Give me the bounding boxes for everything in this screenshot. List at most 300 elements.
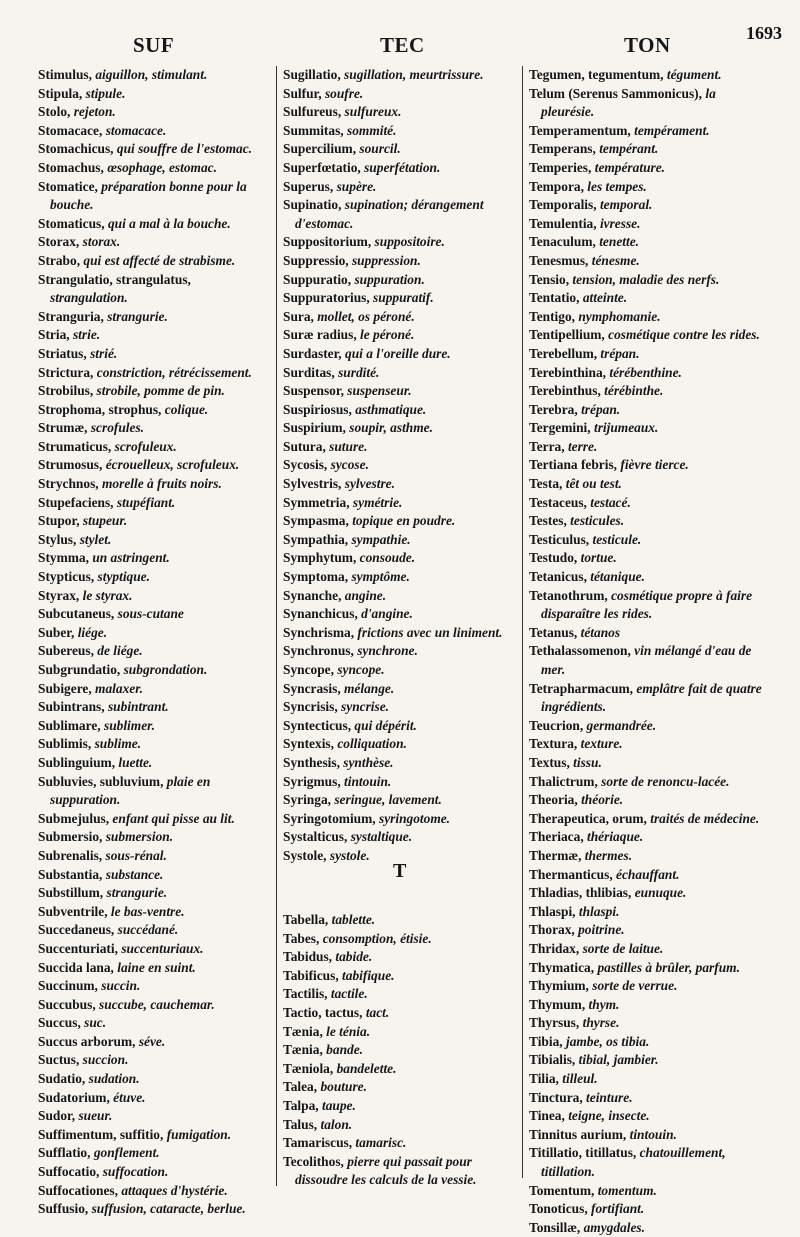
entry-term: Tinnitus aurium, [529, 1126, 630, 1142]
entry-definition: suppuration. [354, 271, 425, 287]
entry-definition: vin mélangé d'eau de mer. [541, 643, 752, 677]
entry-definition: testicule. [592, 531, 642, 547]
entry-definition: tétanos [580, 624, 621, 640]
entry-definition: sublimer. [103, 717, 155, 733]
entry-term: Talpa, [283, 1097, 322, 1113]
entry-definition: théorie. [581, 792, 624, 808]
entry-term: Tetanicus, [529, 569, 591, 585]
entry-definition: tact. [365, 1004, 390, 1020]
entry-term: Subgrundatio, [38, 662, 124, 677]
entry-definition: atteinte. [582, 290, 628, 306]
entry-term: Styrax, [38, 587, 83, 603]
dictionary-entry [283, 364, 520, 383]
entry-term: Thridax, [529, 940, 583, 956]
entry-definition: tomentum. [597, 1182, 657, 1198]
dictionary-entry [38, 326, 270, 345]
entry-term: Tempora, [529, 178, 588, 194]
entry-term: Submersio, [38, 829, 106, 845]
entry-term: Temporalis, [529, 197, 600, 213]
entry-term: Strumaticus, [38, 438, 115, 454]
entry-term: Terebinthus, [529, 383, 605, 399]
entry-definition: sorte de renoncu-lacée. [601, 773, 730, 789]
entry-term: Submejulus, [38, 810, 113, 826]
entry-definition: suture. [329, 438, 368, 454]
dictionary-entry [38, 1126, 270, 1145]
entry-term: Tentatio, [529, 290, 583, 306]
entry-definition: malaxer. [95, 680, 144, 696]
entry-term: Tæniola, [283, 1060, 337, 1076]
dictionary-entry [38, 977, 270, 996]
dictionary-entry [283, 289, 520, 308]
entry-definition: bouture. [320, 1079, 367, 1095]
entry-term: Strychnos, [38, 476, 102, 492]
entry-definition: synthèse. [343, 754, 394, 770]
entry-definition: tortue. [580, 550, 617, 566]
entry-definition: sous-cutane [117, 606, 184, 622]
entry-term: Suppuratorius, [283, 290, 374, 306]
dictionary-entry [38, 1033, 270, 1052]
entry-definition: styptique. [97, 569, 150, 585]
dictionary-entry [38, 1107, 270, 1126]
entry-term: Thermanticus, [529, 866, 617, 882]
dictionary-entry [529, 66, 769, 85]
entry-term: Stypticus, [38, 569, 98, 585]
entry-term: Suffimentum, suffitio, [38, 1126, 167, 1142]
entry-definition: échauffant. [616, 866, 680, 882]
entry-term: Syncrisis, [283, 699, 342, 715]
dictionary-entry [38, 512, 270, 531]
entry-term: Syncope, [283, 662, 338, 677]
entry-term: Temperies, [529, 159, 595, 175]
dictionary-entry [283, 985, 520, 1004]
entry-definition: substance. [105, 866, 164, 882]
entry-term: Testes, [529, 513, 571, 529]
dictionary-entry [529, 568, 769, 587]
dictionary-entry [283, 178, 520, 197]
dictionary-entry [283, 252, 520, 271]
dictionary-entry [38, 884, 270, 903]
dictionary-entry [38, 122, 270, 141]
dictionary-entry [38, 940, 270, 959]
dictionary-entry [38, 103, 270, 122]
dictionary-entry [529, 1014, 769, 1033]
entry-term: Talea, [283, 1079, 321, 1095]
entry-term: Surditas, [283, 364, 339, 380]
dictionary-entry [529, 1033, 769, 1052]
entry-definition: suppression. [351, 252, 421, 268]
entry-term: Suspirium, [283, 420, 350, 436]
entry-definition: strangurie. [107, 308, 168, 324]
entry-term: Tegumen, tegumentum, [529, 67, 667, 82]
dictionary-entry [283, 159, 520, 178]
entry-term: Subcutaneus, [38, 606, 118, 622]
entry-term: Suber, [38, 624, 78, 640]
dictionary-entry [529, 382, 769, 401]
entry-term: Tetrapharmacum, [529, 680, 637, 696]
entry-term: Tactio, tactus, [283, 1004, 366, 1020]
dictionary-entry [283, 642, 520, 661]
dictionary-entry [283, 624, 520, 643]
entry-definition: tétanique. [590, 569, 645, 585]
entry-definition: tégument. [666, 67, 722, 82]
dictionary-entry [529, 438, 769, 457]
dictionary-entry [283, 680, 520, 699]
entry-term: Subigere, [38, 680, 96, 696]
entry-term: Thalictrum, [529, 773, 602, 789]
entry-definition: luette. [118, 754, 153, 770]
dictionary-entry [529, 810, 769, 829]
dictionary-entry [38, 531, 270, 550]
dictionary-entry [283, 568, 520, 587]
entry-definition: subintrant. [107, 699, 169, 715]
dictionary-entry [529, 289, 769, 308]
entry-term: Sudatorium, [38, 1089, 114, 1105]
dictionary-entry [38, 698, 270, 717]
entry-term: Syrigmus, [283, 773, 345, 789]
entry-definition: strié. [90, 345, 118, 361]
dictionary-entry [38, 680, 270, 699]
entry-definition: bande. [326, 1042, 363, 1058]
entry-term: Sugillatio, [283, 67, 345, 82]
column-right [529, 66, 769, 1237]
entry-term: Thlaspi, [529, 903, 579, 919]
entry-term: Surdaster, [283, 345, 346, 361]
entry-definition: le styrax. [82, 587, 133, 603]
entry-definition: tenette. [599, 234, 639, 250]
entry-term: Substillum, [38, 885, 107, 901]
dictionary-entry [283, 1097, 520, 1116]
entry-definition: constriction, rétrécissement. [96, 364, 252, 380]
entry-term: Sura, [283, 308, 318, 324]
dictionary-entry [529, 1126, 769, 1145]
dictionary-entry [283, 401, 520, 420]
entry-term: Tænia, [283, 1042, 327, 1058]
dictionary-entry [38, 382, 270, 401]
dictionary-entry [38, 717, 270, 736]
dictionary-entry [283, 326, 520, 345]
entry-term: Succenturiati, [38, 940, 122, 956]
dictionary-entry [38, 419, 270, 438]
entry-definition: écrouelleux, scrofuleux. [105, 457, 240, 473]
entry-definition: tamarisc. [355, 1135, 407, 1151]
entry-term: Thladias, thlibias, [529, 885, 635, 901]
entry-term: Subereus, [38, 643, 98, 659]
entry-term: Stimulus, [38, 67, 96, 82]
entry-definition: sympathie. [351, 531, 411, 547]
entry-definition: plaie en suppuration. [50, 773, 211, 808]
entry-definition: qui dépérit. [354, 717, 417, 733]
dictionary-entry [529, 940, 769, 959]
entry-definition: de liége. [97, 643, 143, 659]
entry-definition: sous-rénal. [105, 847, 167, 863]
entry-term: Stomachicus, [38, 141, 117, 157]
entry-term: Sufflatio, [38, 1145, 94, 1161]
entry-term: Stranguria, [38, 308, 108, 324]
dictionary-entry [529, 1089, 769, 1108]
entry-definition: cosmétique contre les rides. [608, 327, 760, 343]
entry-term: Testa, [529, 476, 566, 492]
entry-definition: texture. [580, 736, 623, 752]
column-middle [283, 66, 520, 866]
entry-term: Tonsillæ, [529, 1219, 584, 1235]
entry-term: Therapeutica, orum, [529, 810, 651, 826]
entry-definition: teinture. [586, 1089, 633, 1105]
dictionary-entry [38, 587, 270, 606]
entry-term: Sudatio, [38, 1071, 89, 1087]
dictionary-entry [283, 549, 520, 568]
entry-definition: tissu. [573, 754, 602, 770]
entry-definition: thym. [588, 996, 620, 1012]
dictionary-entry [529, 587, 769, 624]
dictionary-entry [529, 140, 769, 159]
dictionary-entry [283, 754, 520, 773]
entry-term: Summitas, [283, 122, 347, 138]
dictionary-entry [529, 1107, 769, 1126]
entry-term: Synanchicus, [283, 606, 362, 622]
dictionary-entry [38, 921, 270, 940]
dictionary-entry [283, 911, 520, 930]
entry-definition: subgrondation. [123, 662, 208, 677]
entry-definition: soupir, asthme. [349, 420, 433, 436]
entry-definition: succenturiaux. [121, 940, 204, 956]
entry-term: Textus, [529, 754, 574, 770]
entry-term: Subluvies, subluvium, [38, 773, 167, 789]
entry-term: Tentipellium, [529, 327, 609, 343]
entry-definition: sorte de verrue. [592, 978, 678, 994]
entry-term: Titillatio, titillatus, [529, 1145, 640, 1161]
entry-term: Strobilus, [38, 383, 97, 399]
entry-definition: sudation. [88, 1071, 140, 1087]
entry-term: Systole, [283, 847, 330, 863]
entry-term: Tenesmus, [529, 252, 592, 268]
dictionary-entry [283, 531, 520, 550]
entry-term: Sympathia, [283, 531, 352, 547]
dictionary-entry [529, 85, 769, 122]
entry-definition: colique. [164, 401, 209, 417]
entry-definition: talon. [320, 1116, 353, 1132]
entry-definition: enfant qui pisse au lit. [112, 810, 235, 826]
entry-definition: fumigation. [166, 1126, 232, 1142]
entry-definition: bandelette. [336, 1060, 397, 1076]
entry-term: Succus arborum, [38, 1033, 139, 1049]
entry-definition: colliquation. [337, 736, 407, 752]
dictionary-entry [529, 419, 769, 438]
dictionary-entry [38, 810, 270, 829]
entry-definition: synchrone. [357, 643, 418, 659]
entry-term: Superus, [283, 178, 337, 194]
dictionary-entry [283, 967, 520, 986]
entry-definition: succion. [82, 1052, 129, 1068]
dictionary-entry [38, 456, 270, 475]
entry-term: Thorax, [529, 922, 579, 938]
entry-term: Talus, [283, 1116, 321, 1132]
dictionary-entry [283, 456, 520, 475]
dictionary-entry [283, 1060, 520, 1079]
dictionary-entry [283, 438, 520, 457]
dictionary-entry [38, 568, 270, 587]
entry-term: Strictura, [38, 364, 97, 380]
entry-term: Suppuratio, [283, 271, 355, 287]
dictionary-entry [38, 178, 270, 215]
dictionary-entry [529, 494, 769, 513]
entry-definition: mollet, os péroné. [317, 308, 415, 324]
entry-definition: soufre. [324, 85, 364, 101]
dictionary-entry [38, 1051, 270, 1070]
dictionary-entry [529, 624, 769, 643]
entry-definition: gonflement. [93, 1145, 160, 1161]
dictionary-entry [529, 680, 769, 717]
entry-definition: tempérant. [599, 141, 659, 157]
dictionary-entry [38, 773, 270, 810]
entry-definition: sorte de laitue. [582, 940, 664, 956]
entry-definition: laine en suint. [117, 959, 196, 975]
dictionary-entry [38, 233, 270, 252]
entry-term: Tethalassomenon, [529, 643, 635, 659]
dictionary-entry [38, 438, 270, 457]
dictionary-entry [38, 847, 270, 866]
entry-definition: le bas-ventre. [110, 903, 185, 919]
entry-definition: tempérament. [634, 122, 710, 138]
dictionary-entry [38, 996, 270, 1015]
entry-definition: suffocation. [102, 1164, 169, 1180]
entry-term: Stolo, [38, 104, 74, 120]
dictionary-entry [38, 661, 270, 680]
entry-definition: syncrise. [341, 699, 390, 715]
dictionary-entry [38, 140, 270, 159]
dictionary-entry [529, 178, 769, 197]
entry-definition: succube, cauchemar. [99, 996, 215, 1012]
entry-term: Tamariscus, [283, 1135, 356, 1151]
dictionary-entry [283, 271, 520, 290]
entry-term: Sulfur, [283, 85, 325, 101]
dictionary-entry [529, 1200, 769, 1219]
entry-definition: ténesme. [591, 252, 640, 268]
entry-definition: traités de médecine. [650, 810, 760, 826]
entry-term: Tilia, [529, 1071, 563, 1087]
dictionary-entry [283, 140, 520, 159]
dictionary-entry [529, 401, 769, 420]
dictionary-entry [529, 866, 769, 885]
dictionary-entry [38, 549, 270, 568]
entry-definition: angine. [344, 587, 387, 603]
dictionary-entry [283, 1116, 520, 1135]
dictionary-entry [38, 903, 270, 922]
entry-term: Terra, [529, 438, 568, 454]
headword-left: SUF [133, 33, 175, 57]
entry-term: Striatus, [38, 345, 91, 361]
dictionary-entry [529, 977, 769, 996]
entry-term: Symmetria, [283, 494, 353, 510]
dictionary-entry [529, 345, 769, 364]
entry-term: Subrenalis, [38, 847, 106, 863]
entry-term: Subintrans, [38, 699, 108, 715]
entry-term: Suppositorium, [283, 234, 375, 250]
entry-term: Sycosis, [283, 457, 331, 473]
entry-definition: sylvestre. [344, 476, 395, 492]
entry-definition: fortifiant. [591, 1201, 645, 1217]
entry-definition: topique en poudre. [352, 513, 456, 529]
dictionary-entry [529, 252, 769, 271]
entry-definition: sycose. [330, 457, 369, 473]
dictionary-entry [38, 959, 270, 978]
dictionary-entry [38, 1163, 270, 1182]
entry-term: Stylus, [38, 531, 80, 547]
dictionary-entry [38, 624, 270, 643]
entry-definition: stylet. [79, 531, 112, 547]
dictionary-entry [283, 1153, 520, 1190]
entry-definition: le péroné. [360, 327, 415, 343]
entry-term: Strophoma, strophus, [38, 401, 165, 417]
entry-term: Syntecticus, [283, 717, 355, 733]
entry-term: Supercilium, [283, 141, 360, 157]
entry-term: Tecolithos, [283, 1153, 348, 1169]
dictionary-entry [529, 196, 769, 215]
entry-definition: germandrée. [586, 717, 657, 733]
dictionary-entry [283, 587, 520, 606]
entry-definition: scrofules. [90, 420, 145, 436]
entry-term: Tenaculum, [529, 234, 600, 250]
dictionary-entry [283, 1004, 520, 1023]
entry-term: Symptoma, [283, 569, 352, 585]
entry-term: Telum (Serenus Sammonicus), [529, 85, 706, 101]
entry-definition: térébinthe. [604, 383, 664, 399]
entry-term: Terebra, [529, 401, 582, 417]
entry-term: Tactilis, [283, 986, 331, 1002]
dictionary-entry [529, 884, 769, 903]
dictionary-entry [283, 308, 520, 327]
entry-term: Succubus, [38, 996, 100, 1012]
entry-definition: systaltique. [350, 829, 413, 845]
entry-definition: taupe. [321, 1097, 356, 1113]
entry-term: Temperans, [529, 141, 600, 157]
dictionary-entry [283, 66, 520, 85]
dictionary-entry [38, 401, 270, 420]
entry-term: Stomatice, [38, 178, 102, 194]
entry-definition: teigne, insecte. [568, 1108, 650, 1124]
dictionary-entry [283, 1023, 520, 1042]
dictionary-entry [283, 661, 520, 680]
entry-definition: tabide. [335, 949, 373, 965]
dictionary-entry [38, 1144, 270, 1163]
dictionary-entry [529, 959, 769, 978]
entry-definition: suspenseur. [347, 383, 412, 399]
entry-term: Syringotomium, [283, 810, 379, 826]
dictionary-entry [283, 773, 520, 792]
entry-definition: supère. [336, 178, 377, 194]
entry-definition: le ténia. [326, 1023, 371, 1039]
entry-term: Synanche, [283, 587, 345, 603]
dictionary-entry [283, 948, 520, 967]
dictionary-entry [529, 847, 769, 866]
entry-term: Sylvestris, [283, 476, 345, 492]
dictionary-entry [529, 364, 769, 383]
entry-term: Sublimare, [38, 717, 104, 733]
dictionary-entry [38, 66, 270, 85]
entry-definition: terre. [567, 438, 598, 454]
entry-definition: qui souffre de l'estomac. [116, 141, 253, 157]
entry-term: Synthesis, [283, 754, 344, 770]
dictionary-entry [529, 903, 769, 922]
dictionary-entry [38, 494, 270, 513]
entry-definition: strobile, pomme de pin. [96, 383, 225, 399]
entry-definition: température. [594, 159, 666, 175]
entry-definition: scrofuleux. [114, 438, 177, 454]
entry-definition: stupéfiant. [116, 494, 176, 510]
entry-term: Sublinguium, [38, 754, 119, 770]
dictionary-entry [529, 735, 769, 754]
dictionary-entry [529, 1070, 769, 1089]
entry-definition: surdité. [338, 364, 380, 380]
